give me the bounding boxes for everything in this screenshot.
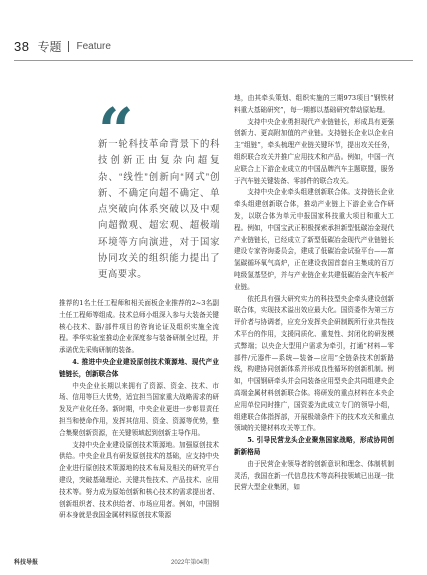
quote-icon: “	[98, 94, 134, 167]
issue-label: 2022年第04期	[171, 560, 210, 566]
paragraph: 依托具有强大研究实力的科技型央企牵头建设创新联合体，实现技术溢出效应最大化。国资委作为第三方评价者与协调者，应充分发挥央企研制既所行业共性技术平台的作用，支援同质化、重复性、封闭化的研发模式弊端；以央企大型用户需求为牵引，打通“材料—零部件/元器件—系统—装备—应用”全链条技术创新路线，构建协同创新体系并形成良性循环的创新机制。例如，中国钢研牵头并会同装备应用型央企共同组建央企高端金属材料创新联合体。将研发的重点材料在本央企应用单位同时推广，国资委为此成立专门的领导小组，组建联合体指挥部，开展极端条件下的技术攻关和重点领域的关键材料攻关等工作。	[234, 294, 394, 433]
paragraph: 支持中央企业牵头组建创新联合体。支持链长企业牵头组建创新联合体，推动产业链上下游企业合作研发，以联合体为单元申报国家科技重大项目和重大工程。例如，中国宝武正积极探索承担新型低碳冶金现代产业链链长，已经成立了新型低碳冶金现代产业链链长建设专家咨询委员会，建成了低碳冶金试验平台——富氢碳循环氧气高炉，正在建设我国首套自主集成的百万吨级氢基竖炉，并与产业链企业共建低碳冶金汽车板产业链。	[234, 188, 394, 291]
page-number: 38	[14, 38, 30, 54]
page-footer	[14, 557, 413, 567]
section-label: Feature	[76, 40, 111, 52]
paragraph: 支持中央企业勇担现代产业链链长，形成具有更强创新力、更高附加值的产业链。支持链长企业以企业自主“组链”，牵头梳理产业链关键环节，提出攻关任务，组织联合攻关并推广应用技术和产品。例如，中国一汽应联合上下游企业成立的中国品牌汽车主题联盟，服务于汽车链关键装备、零部件的联合攻关。	[234, 117, 394, 185]
section-heading: 4. 推进中央企业建设原创技术策源地、现代产业链链长，创新联合体	[59, 357, 219, 378]
pull-quote: 新一轮科技革命背景下的科技创新正由复杂向超复杂、“线性”创新向“网式”创新、不确定向超不确定、单点突破向体系突破以及中观向超微观、超宏观、超极端环境等方向演进，对于国家协同攻关的组织能力提出了更高要求。	[98, 138, 220, 280]
header-rule	[14, 60, 413, 61]
paragraph: 支持中央企业建设原创技术策源地。加强原创技术供给。中央企业具有研发原创技术的基础，应支持中央企业进行原创技术策源地的技术布局及相关的研究平台建设，突破基础理论、关键共性技术、产品技术、应用技术等。努力成为原始创新和核心技术的需求提出者、创新组织者、技术供给者、市场应用者。例如，中国钢研本身就是我国金属材料原创技术策源	[59, 440, 219, 520]
section-title: 专题	[37, 39, 62, 54]
right-column	[234, 93, 394, 548]
left-column	[59, 298, 219, 548]
paragraph: 推荐的1名土任工程师和相关面板企业推荐的2~3名副土任工程师等组成。技术总师小组深入参与大装备关键核心技术、器/部件项目的咨询论证及组织实施全流程。季华实验室推动企业深度参与装备研制全过程，并承诺优先采购研制的装备。	[59, 299, 219, 355]
paragraph: 地，由其牵头策划、组织实施的三期973项目“钢铁材料重大基础研究”，每一期都以基础研究带动原始理。	[234, 94, 394, 114]
section-heading: 5. 引导民营龙头企业聚焦国家战略，形成协同创新新格局	[234, 436, 394, 456]
paragraph: 中央企业长期以来拥有了资源、资金、技术、市场、信用等巨大优势，适宜担当国家重大战略需求的研发及产业化任务。新时期，中央企业更进一步彰显责任担当和使命作用，发挥其信用、资金、资源等优势，整合集聚创新资源，在关键领域起到创新主导作用。	[59, 381, 219, 437]
paragraph: 由于民营企业领导者的创新意识和理念、体制机制灵活，我国在新一代信息技术等高科技领域已出现一批民营大型企业集团，如	[234, 459, 394, 492]
header-divider	[68, 41, 69, 52]
page-header	[14, 38, 111, 54]
magazine-name: 科技导报	[14, 560, 39, 566]
